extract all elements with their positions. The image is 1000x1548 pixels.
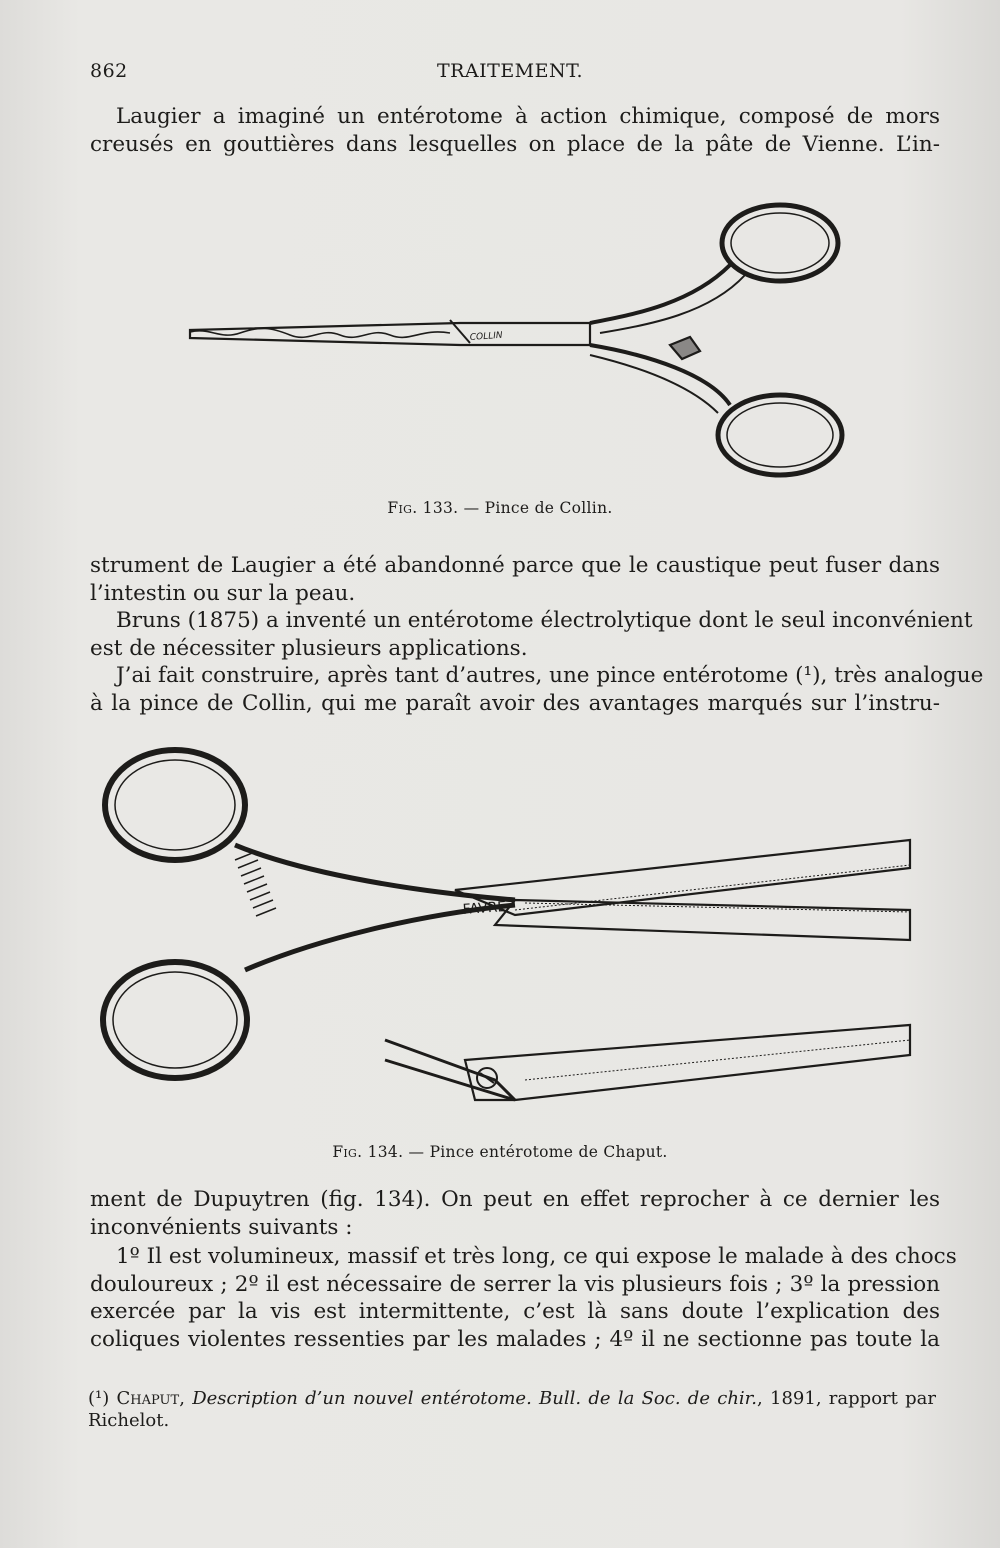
upper-shank-edge [600,275,745,333]
forceps-jaws [190,323,590,345]
text-line: exercée par la vis est intermittente, c’est là sans doute l’explication des [90,1299,940,1324]
chaput-forceps-illustration [95,740,925,1140]
text-line: Bruns (1875) a inventé un entérotome électrolytique dont le seul inconvénient [116,608,973,633]
text-line: strument de Laugier a été abandonné parce que le caustique peut fuser dans [90,553,940,578]
upper-ring-inner [115,760,235,850]
favre-maker-mark: FAVRE [462,898,507,918]
lower-shank-edge [590,355,718,413]
ribbed-grip [235,852,276,916]
figure-133-number: Fig. 133. [387,499,459,517]
upper-handle [235,845,515,900]
text-line: l’intestin ou sur la peau. [90,580,356,606]
footnote-author: Chaput [116,1388,180,1409]
ratchet-catch [670,337,700,359]
paragraph-laugier-end [90,552,940,607]
footnote-rest: , 1891, rapport par [757,1388,936,1409]
footnote-line-2: Richelot. [88,1410,170,1431]
upper-blade-teeth [515,865,910,910]
lower-blade [495,900,910,940]
collin-forceps-illustration [170,195,870,495]
text-line: ment de Dupuytren (fig. 134). On peut en effet reprocher à ce dernier les [90,1187,940,1212]
collin-maker-mark: COLLIN [469,330,503,343]
footnote-line-1: (¹) Chaput, Description d’un nouvel entérotome. Bull. de la Soc. de chir., 1891, rapport par [88,1388,936,1409]
detached-jaw-blade [465,1025,910,1100]
figure-134-title: — Pince entérotome de Chaput. [403,1143,668,1161]
figure-133-caption [0,499,1000,517]
text-line: Laugier a imaginé un entérotome à action chimique, composé de mors [116,104,940,129]
figure-134-number: Fig. 134. [332,1143,404,1161]
figure-134-caption [0,1143,1000,1161]
page-number: 862 [90,60,128,82]
upper-finger-ring [722,205,838,281]
figure-chaput-forceps [95,740,925,1140]
text-line: J’ai fait construire, après tant d’autres, une pince entérotome (¹), très analogue [116,663,984,688]
lower-finger-ring [718,395,842,475]
figure-133-title: — Pince de Collin. [458,499,613,517]
upper-finger-ring [105,750,245,860]
page-header [90,60,930,88]
text-line: inconvénients suivants : [90,1214,353,1240]
running-title: TRAITEMENT. [436,60,584,82]
figure-collin-forceps [170,195,870,495]
paragraph-chaput [90,662,984,717]
text-line: douloureux ; 2º il est nécessaire de serrer la vis plusieurs fois ; 3º la pression [90,1271,940,1297]
footnote-title: Description d’un nouvel entérotome. Bull. de la Soc. de chir. [192,1388,758,1409]
text-line: creusés en gouttières dans lesquelles on place de la pâte de Vienne. L’in- [90,131,940,157]
paragraph-bruns [90,607,973,662]
paragraph-laugier [90,103,940,158]
lower-ring-inner [727,403,833,467]
footnote [88,1388,936,1432]
detached-jaw-arm [385,1040,515,1100]
text-line: coliques violentes ressenties par les malades ; 4º il ne sectionne pas toute la [90,1326,940,1352]
text-line: est de nécessiter plusieurs applications. [90,635,528,661]
upper-shank [590,265,730,323]
footnote-marker: (¹) [88,1388,110,1409]
lower-finger-ring [103,962,247,1078]
text-line: à la pince de Collin, qui me paraît avoir des avantages marqués sur l’instru- [90,690,940,716]
detached-jaw-teeth [525,1040,910,1080]
paragraph-dupuytren [90,1186,940,1241]
upper-ring-inner [731,213,829,273]
lower-ring-inner [113,972,237,1068]
paragraph-inconvenients [90,1243,957,1353]
lower-shank [590,345,730,405]
text-line: 1º Il est volumineux, massif et très long, ce qui expose le malade à des chocs [116,1244,957,1269]
